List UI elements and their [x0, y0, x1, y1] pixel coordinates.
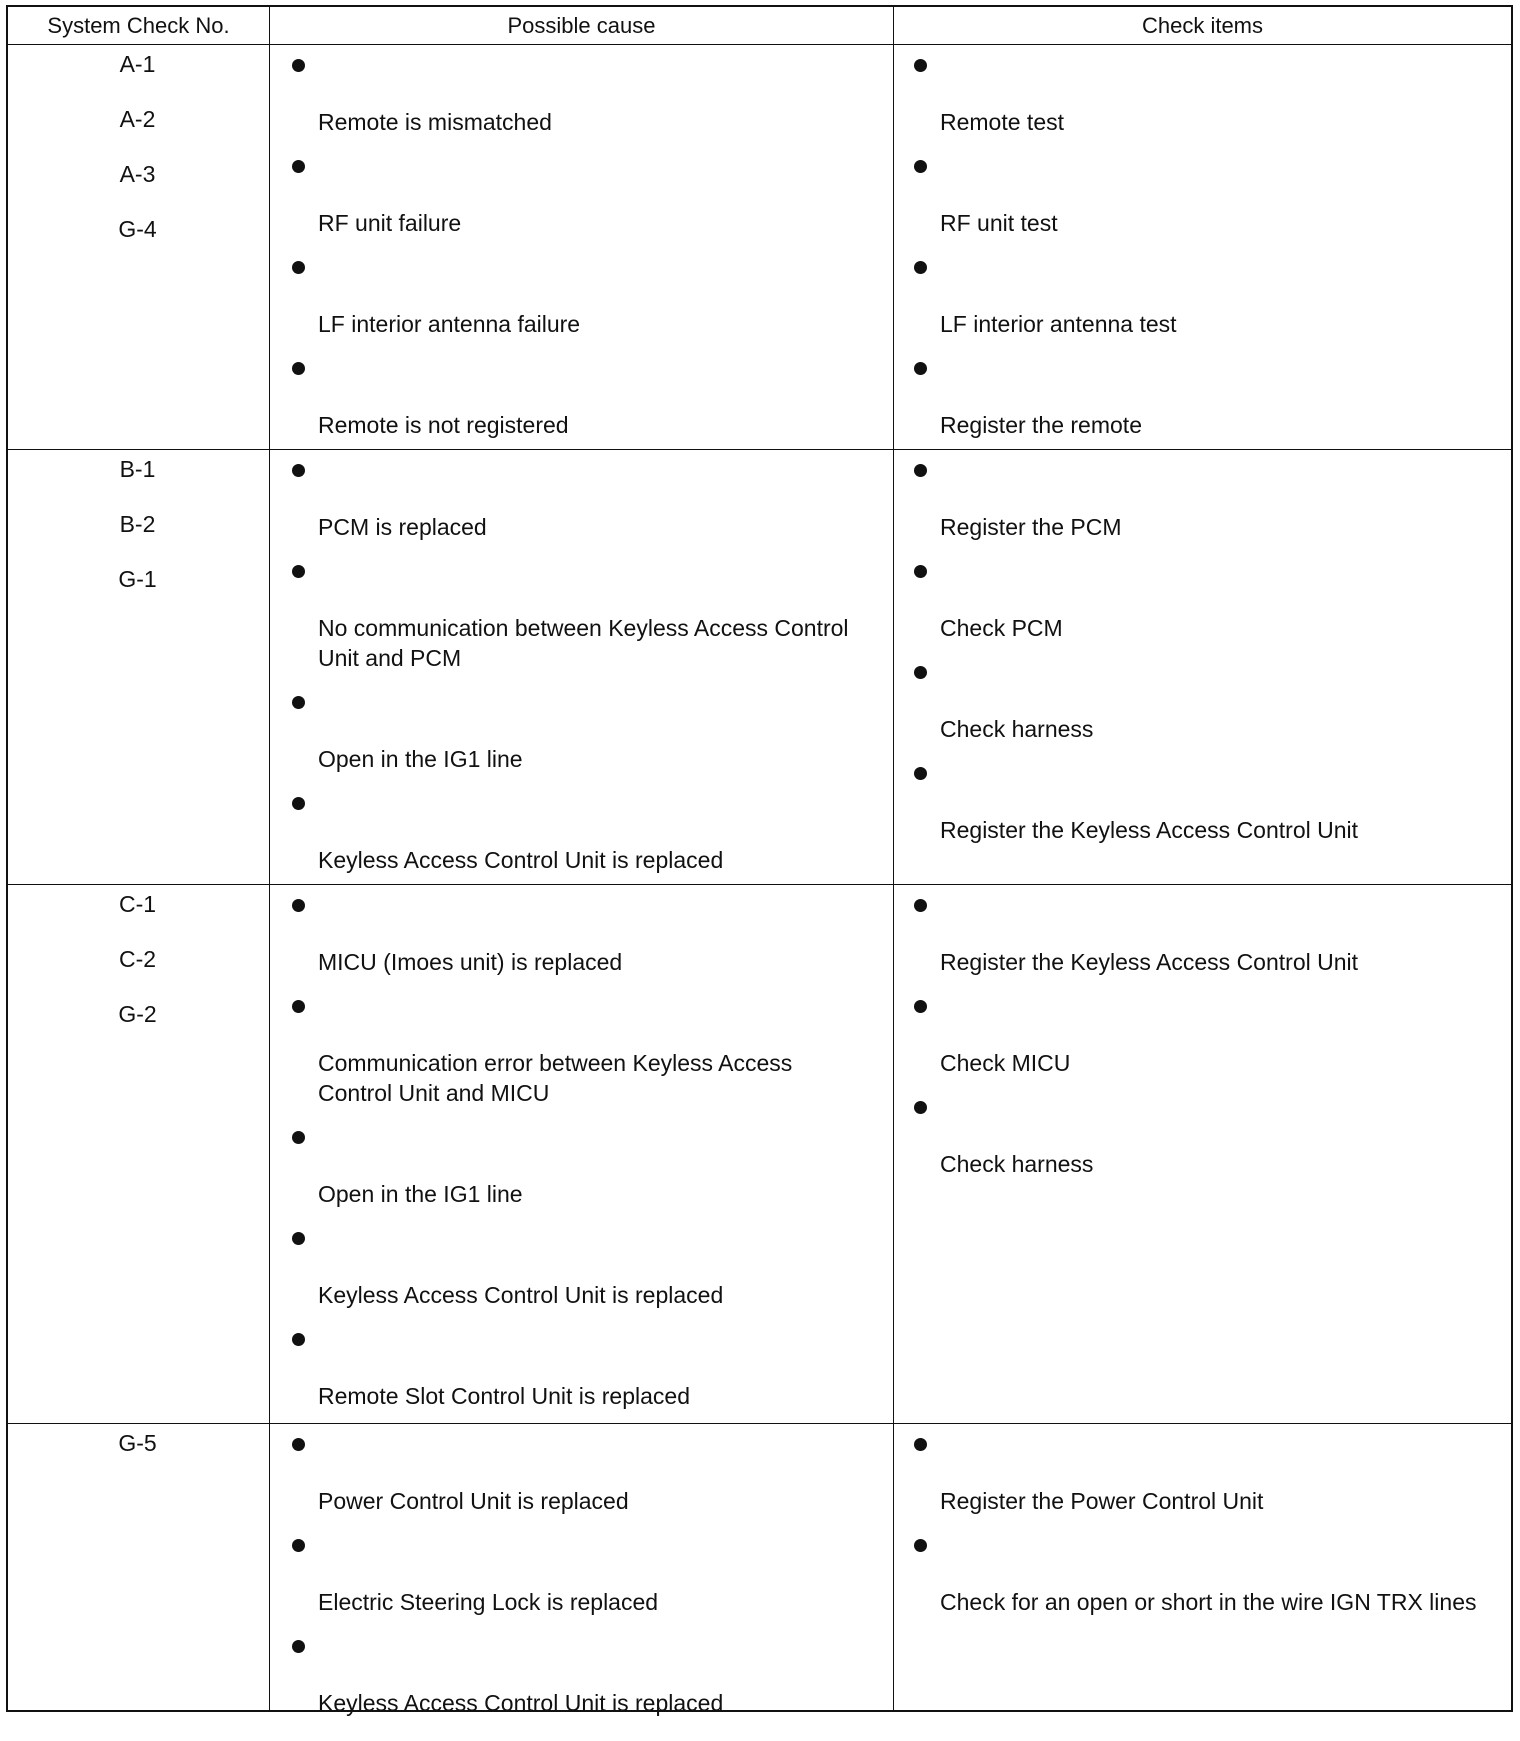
system-check-id: B-1 [119, 456, 156, 482]
check-text: Remote test [940, 109, 1064, 135]
system-check-id: G-1 [118, 566, 157, 592]
bullet-icon [292, 1232, 305, 1245]
cause-text: Keyless Access Control Unit is replaced [318, 1282, 724, 1308]
column-divider [269, 7, 270, 1710]
system-check-id: A-3 [119, 161, 156, 187]
check-text: Register the Keyless Access Control Unit [940, 817, 1359, 843]
list-item [914, 565, 1514, 643]
check-text: Check harness [940, 1151, 1094, 1177]
list-item [914, 59, 1514, 137]
bullet-icon [292, 362, 305, 375]
system-check-id: B-2 [119, 511, 156, 537]
possible-cause-list [292, 452, 852, 898]
cause-text: Open in the IG1 line [318, 1181, 523, 1207]
bullet-icon [292, 160, 305, 173]
cause-text: PCM is replaced [318, 514, 487, 540]
list-item [914, 899, 1514, 977]
list-item [914, 1101, 1514, 1179]
check-items-list [914, 1426, 1514, 1640]
list-item [914, 1438, 1514, 1516]
header-system-check-no: System Check No. [47, 13, 230, 38]
system-check-id: G-2 [118, 1001, 157, 1027]
check-text: Register the Keyless Access Control Unit [940, 949, 1359, 975]
bullet-icon [914, 1000, 927, 1013]
bullet-icon [292, 797, 305, 810]
bullet-icon [292, 1539, 305, 1552]
system-check-id: G-5 [118, 1430, 157, 1456]
column-divider [893, 7, 894, 1710]
cause-text: LF interior antenna failure [318, 311, 581, 337]
list-item [292, 1438, 852, 1516]
cause-text: Open in the IG1 line [318, 746, 523, 772]
cause-text: Remote is mismatched [318, 109, 552, 135]
check-text: Register the Power Control Unit [940, 1488, 1264, 1514]
system-check-ids [8, 452, 267, 617]
cause-text: Keyless Access Control Unit is replaced [318, 847, 724, 873]
header-possible-cause: Possible cause [507, 13, 656, 38]
list-item [292, 1131, 852, 1209]
bullet-icon [292, 565, 305, 578]
list-item [292, 1539, 852, 1617]
list-item [292, 696, 852, 774]
cause-text: MICU (Imoes unit) is replaced [318, 949, 623, 975]
list-item [914, 160, 1514, 238]
list-item [914, 666, 1514, 744]
bullet-icon [292, 1438, 305, 1451]
system-check-ids [8, 47, 267, 267]
row-divider [8, 44, 1511, 45]
check-text: Check for an open or short in the wire IGN TRX lines [940, 1589, 1477, 1615]
check-items-list [914, 47, 1514, 463]
list-item [914, 1000, 1514, 1078]
list-item [292, 261, 852, 339]
cause-text: Keyless Access Control Unit is replaced [318, 1690, 724, 1716]
bullet-icon [914, 767, 927, 780]
system-check-ids [8, 887, 267, 1052]
possible-cause-list [292, 1426, 852, 1741]
cause-text: Power Control Unit is replaced [318, 1488, 629, 1514]
list-item [914, 767, 1514, 845]
bullet-icon [914, 1438, 927, 1451]
list-item [292, 59, 852, 137]
list-item [914, 261, 1514, 339]
bullet-icon [914, 565, 927, 578]
possible-cause-list [292, 47, 852, 463]
system-check-id: A-2 [119, 106, 156, 132]
check-items-list [914, 452, 1514, 868]
system-check-id: C-2 [118, 946, 157, 972]
bullet-icon [292, 261, 305, 274]
bullet-icon [292, 1640, 305, 1653]
list-item [292, 1000, 852, 1108]
bullet-icon [292, 464, 305, 477]
bullet-icon [914, 666, 927, 679]
bullet-icon [914, 1101, 927, 1114]
check-text: Check MICU [940, 1050, 1071, 1076]
bullet-icon [292, 1000, 305, 1013]
bullet-icon [914, 899, 927, 912]
system-check-table [6, 5, 1513, 1716]
bullet-icon [914, 1539, 927, 1552]
list-item [914, 1539, 1514, 1617]
bullet-icon [292, 899, 305, 912]
header-check-items: Check items [1141, 13, 1264, 38]
list-item [292, 899, 852, 977]
bullet-icon [292, 1131, 305, 1144]
check-text: LF interior antenna test [940, 311, 1177, 337]
system-check-id: G-4 [118, 216, 157, 242]
bullet-icon [292, 1333, 305, 1346]
check-text: Check harness [940, 716, 1094, 742]
bullet-icon [292, 696, 305, 709]
possible-cause-list [292, 887, 852, 1434]
system-check-id: A-1 [119, 51, 156, 77]
list-item [292, 565, 852, 673]
list-item [292, 160, 852, 238]
list-item [292, 464, 852, 542]
list-item [292, 362, 852, 440]
bullet-icon [914, 59, 927, 72]
list-item [292, 1640, 852, 1718]
list-item [914, 362, 1514, 440]
cause-text: Communication error between Keyless Access Control Unit and MICU [318, 1050, 793, 1106]
check-text: RF unit test [940, 210, 1058, 236]
system-check-id: C-1 [118, 891, 157, 917]
bullet-icon [292, 59, 305, 72]
check-text: Check PCM [940, 615, 1063, 641]
bullet-icon [914, 362, 927, 375]
cause-text: Remote Slot Control Unit is replaced [318, 1383, 690, 1409]
cause-text: Remote is not registered [318, 412, 569, 438]
list-item [914, 464, 1514, 542]
check-text: Register the remote [940, 412, 1142, 438]
bullet-icon [914, 261, 927, 274]
system-check-ids [8, 1426, 267, 1481]
cause-text: Electric Steering Lock is replaced [318, 1589, 659, 1615]
cause-text: No communication between Keyless Access Control Unit and PCM [318, 615, 849, 671]
bullet-icon [914, 160, 927, 173]
list-item [292, 797, 852, 875]
check-text: Register the PCM [940, 514, 1122, 540]
list-item [292, 1333, 852, 1411]
check-items-list [914, 887, 1514, 1202]
list-item [292, 1232, 852, 1310]
cause-text: RF unit failure [318, 210, 462, 236]
bullet-icon [914, 464, 927, 477]
